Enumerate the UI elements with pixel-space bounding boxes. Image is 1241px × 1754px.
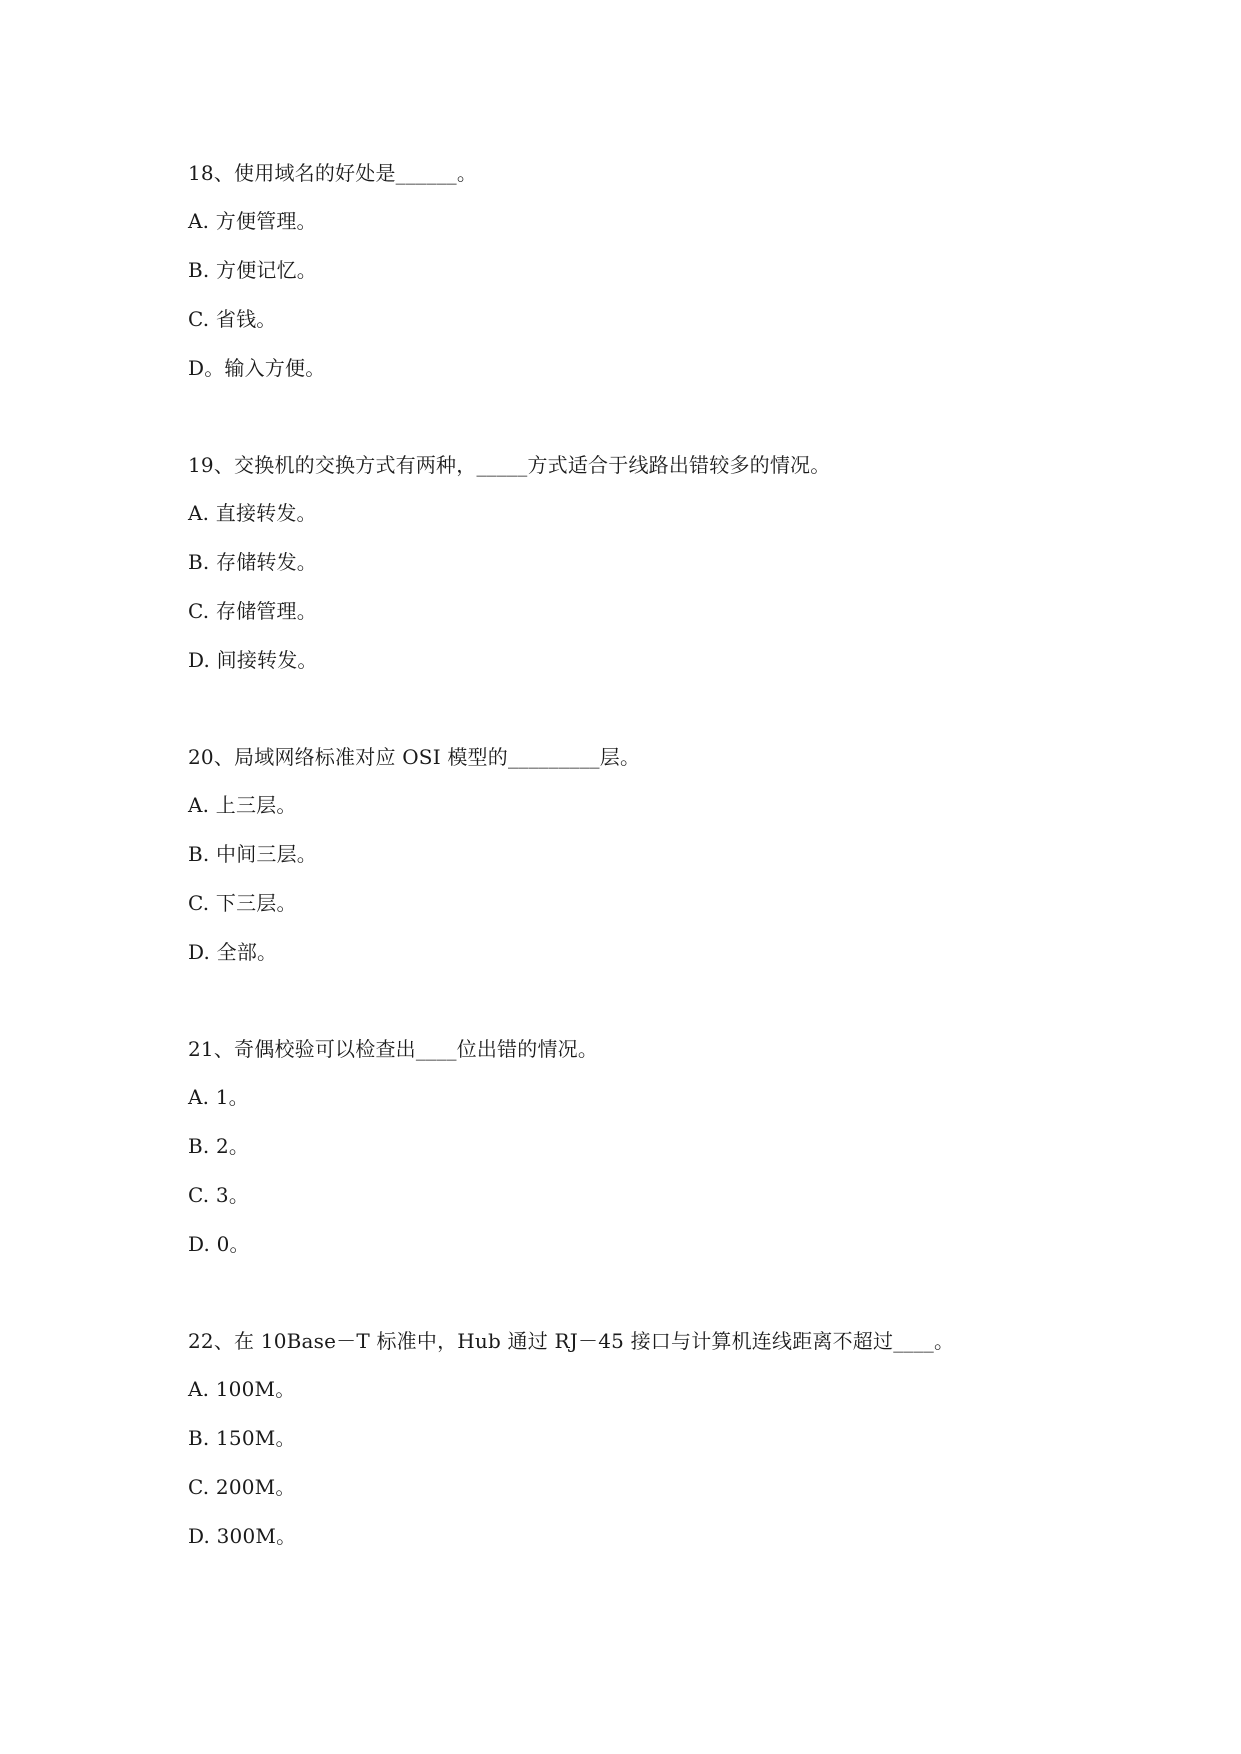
question-stem: 22、在 10Base－T 标准中，Hub 通过 RJ－45 接口与计算机连线距离不超过____。	[188, 1329, 955, 1353]
option-b: B. 存储转发。	[188, 550, 318, 574]
question-stem: 18、使用域名的好处是______。	[188, 161, 478, 185]
option-a: A. 100M。	[188, 1377, 296, 1401]
option-a: A. 上三层。	[188, 793, 297, 817]
option-d: D. 全部。	[188, 940, 278, 964]
option-d: D。输入方便。	[188, 356, 326, 380]
option-b: B. 中间三层。	[188, 842, 318, 866]
question-stem: 20、局域网络标准对应 OSI 模型的_________层。	[188, 745, 641, 769]
option-c: C. 3。	[188, 1183, 250, 1207]
option-d: D. 间接转发。	[188, 648, 318, 672]
option-b: B. 方便记忆。	[188, 258, 318, 282]
option-c: C. 下三层。	[188, 891, 297, 915]
option-d: D. 0。	[188, 1232, 250, 1256]
option-b: B. 2。	[188, 1134, 250, 1158]
option-c: C. 200M。	[188, 1475, 296, 1499]
option-a: A. 1。	[188, 1085, 249, 1109]
option-a: A. 直接转发。	[188, 501, 317, 525]
option-c: C. 存储管理。	[188, 599, 317, 623]
option-a: A. 方便管理。	[188, 209, 317, 233]
question-stem: 21、奇偶校验可以检查出____位出错的情况。	[188, 1037, 599, 1061]
option-c: C. 省钱。	[188, 307, 277, 331]
option-d: D. 300M。	[188, 1524, 297, 1548]
question-stem: 19、交换机的交换方式有两种，_____方式适合于线路出错较多的情况。	[188, 453, 831, 477]
option-b: B. 150M。	[188, 1426, 296, 1450]
